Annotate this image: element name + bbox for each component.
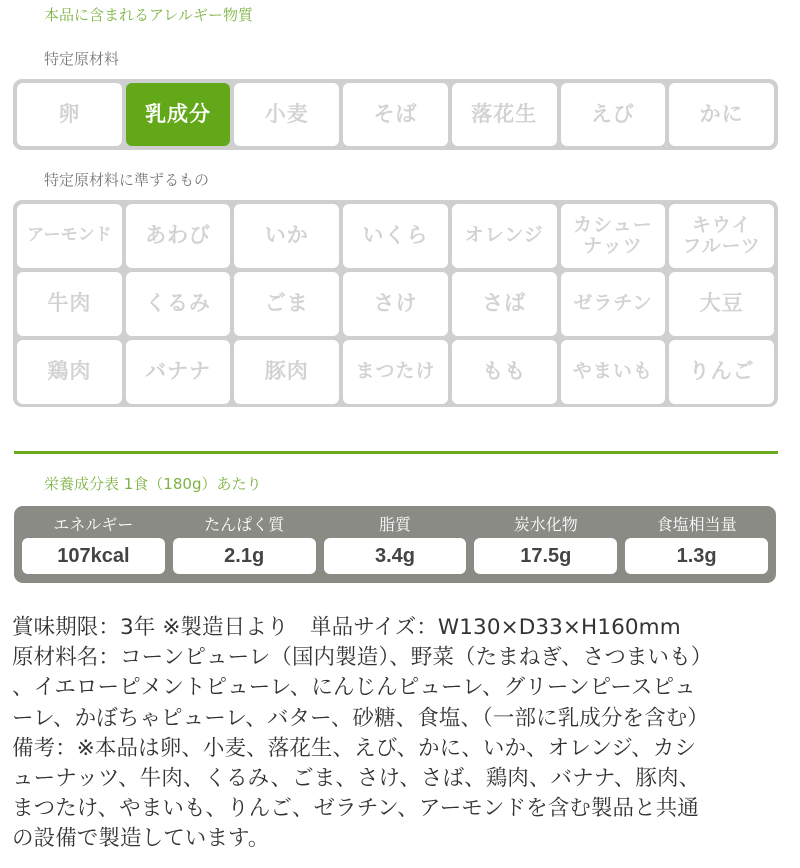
nutrition-title: 栄養成分表 1食（180g）あたり [44,475,262,493]
allergen-item: やまいも [561,340,666,404]
allergen-item: カシュー ナッツ [561,204,666,268]
specific-allergen-grid [17,83,774,146]
allergen-item: そば [343,83,448,146]
nutrition-column [22,512,165,577]
allergen-item: さけ [343,272,448,336]
allergen-item: キウイ フルーツ [669,204,774,268]
allergen-item: さば [452,272,557,336]
nutrition-column [324,512,467,577]
allergen-item: バナナ [126,340,231,404]
nutrition-column [173,512,316,577]
quasi-materials-label: 特定原材料に準ずるもの [44,171,210,189]
allergen-item: ごま [234,272,339,336]
nutrition-table [14,506,776,583]
allergen-item: まつたけ [343,340,448,404]
nutrition-value: 17.5g [474,538,617,574]
allergen-item: もも [452,340,557,404]
description-line: ューナッツ、牛肉、くるみ、ごま、さけ、さば、鶏肉、バナナ、豚肉、 [12,766,701,792]
allergen-item: 牛肉 [17,272,122,336]
allergen-item: アーモンド [17,204,122,268]
product-description [12,613,798,855]
allergen-item: かに [669,83,774,146]
allergen-item: 大豆 [669,272,774,336]
nutrition-name: 食塩相当量 [656,515,737,534]
nutrition-column [474,512,617,577]
description-line: 原材料名：コーンピューレ（国内製造）、野菜（たまねぎ、さつまいも） [12,645,713,671]
allergen-item: ゼラチン [561,272,666,336]
allergen-item: 鶏肉 [17,340,122,404]
allergen-item: えび [561,83,666,146]
nutrition-value: 107kcal [22,538,165,574]
nutrition-column [625,512,768,577]
nutrition-value: 1.3g [625,538,768,574]
description-line: 備考：※本品は卵、小麦、落花生、えび、かに、いか、オレンジ、カシ [12,735,697,761]
description-line: まつたけ、やまいも、りんご、ゼラチン、アーモンドを含む製品と共通 [12,796,699,822]
allergen-item: あわび [126,204,231,268]
allergen-item: オレンジ [452,204,557,268]
specific-allergen-panel [13,79,778,150]
allergen-item: 卵 [17,83,122,146]
description-line: ーレ、かぼちゃピューレ、バター、砂糖、食塩、（一部に乳成分を含む） [12,705,709,731]
nutrition-value: 3.4g [324,538,467,574]
description-line: 、イエローピメントピューレ、にんじんピューレ、グリーンピースピュ [12,675,696,701]
allergen-item: 乳成分 [126,83,231,146]
allergen-section-title: 本品に含まれるアレルギー物質 [44,6,254,24]
allergen-item: 小麦 [234,83,339,146]
nutrition-name: エネルギー [53,515,134,534]
nutrition-name: 炭水化物 [513,515,578,534]
section-divider [14,451,778,454]
description-line: の設備で製造しています。 [12,826,270,852]
quasi-allergen-grid [17,204,774,404]
nutrition-value: 2.1g [173,538,316,574]
quasi-allergen-panel [13,200,778,407]
allergen-item: りんご [669,340,774,404]
specific-materials-label: 特定原材料 [44,50,120,68]
allergen-item: 豚肉 [234,340,339,404]
nutrition-name: 脂質 [378,515,411,534]
allergen-item: くるみ [126,272,231,336]
allergen-item: いか [234,204,339,268]
nutrition-name: たんぱく質 [204,515,285,534]
allergen-item: いくら [343,204,448,268]
allergen-item: 落花生 [452,83,557,146]
description-line: 賞味期限：3年 ※製造日より 単品サイズ：W130×D33×H160mm [12,615,681,640]
